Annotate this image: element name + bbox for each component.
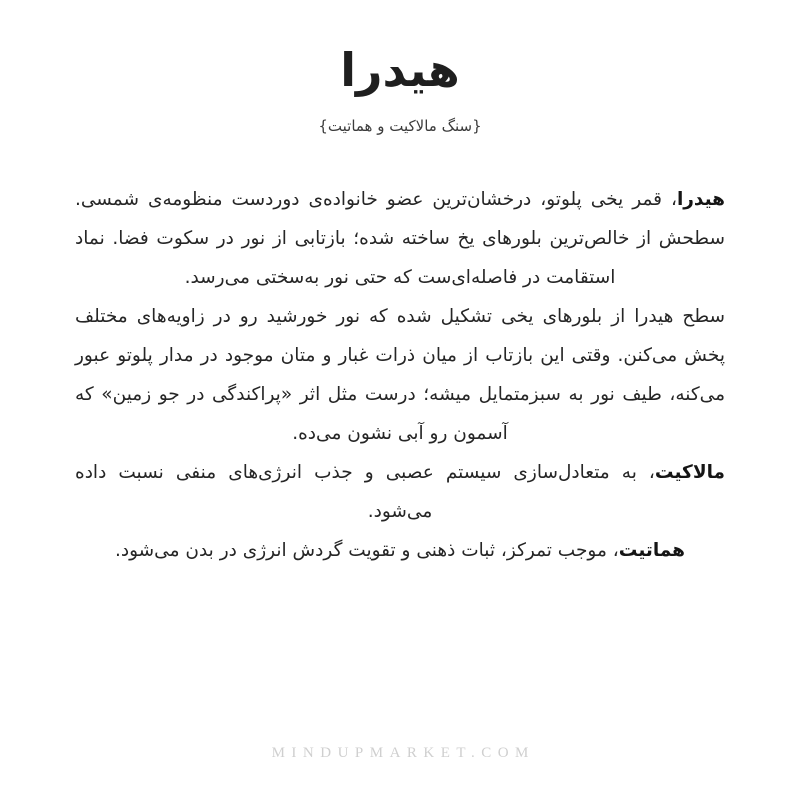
paragraph-text-hematite: ، موجب تمرکز، ثبات ذهنی و تقویت گردش انرژی در بدن می‌شود. <box>115 540 619 561</box>
paragraph-hydra <box>75 180 725 297</box>
paragraph-text-hydra: ، قمر یخی پلوتو، درخشان‌ترین عضو خانواده‌ی دوردست منظومه‌ی شمسی. سطحش از خالص‌ترین بلورهای یخ ساخته شده؛ بازتابی از نور در سکوت فضا. نماد استقامت در فاصله‌ای‌ست که حتی نور به‌سختی می‌رسد. <box>75 189 725 288</box>
paragraph-lead-hydra: هیدرا <box>676 189 725 210</box>
paragraph-hematite <box>75 531 725 570</box>
paragraph-surface <box>75 297 725 453</box>
document-header <box>0 0 800 135</box>
page-subtitle: {سنگ مالاکیت و هماتیت} <box>318 116 482 135</box>
paragraph-text-malachite: ، به متعادل‌سازی سیستم عصبی و جذب انرژی‌های منفی نسبت داده می‌شود. <box>75 462 655 522</box>
paragraph-text-surface: سطح هیدرا از بلورهای یخی تشکیل شده که نور خورشید رو در زاویه‌های مختلف پخش می‌کنن. وقتی این بازتاب از میان ذرات غبار و متان موجود در مدار پلوتو عبور می‌کنه، طیف نور به سبزمتمایل میشه؛ درست مثل اثر «پراکندگی در جو زمین» که آسمون رو آبی نشون می‌ده. <box>75 306 725 444</box>
footer-watermark: MINDUPMARKET.COM <box>271 745 535 761</box>
document-body <box>75 180 725 570</box>
document-footer <box>0 742 800 762</box>
paragraph-malachite <box>75 453 725 531</box>
paragraph-lead-hematite: هماتیت <box>618 540 685 561</box>
page-title: هیدرا <box>340 43 460 97</box>
paragraph-lead-malachite: مالاکیت <box>654 462 725 483</box>
